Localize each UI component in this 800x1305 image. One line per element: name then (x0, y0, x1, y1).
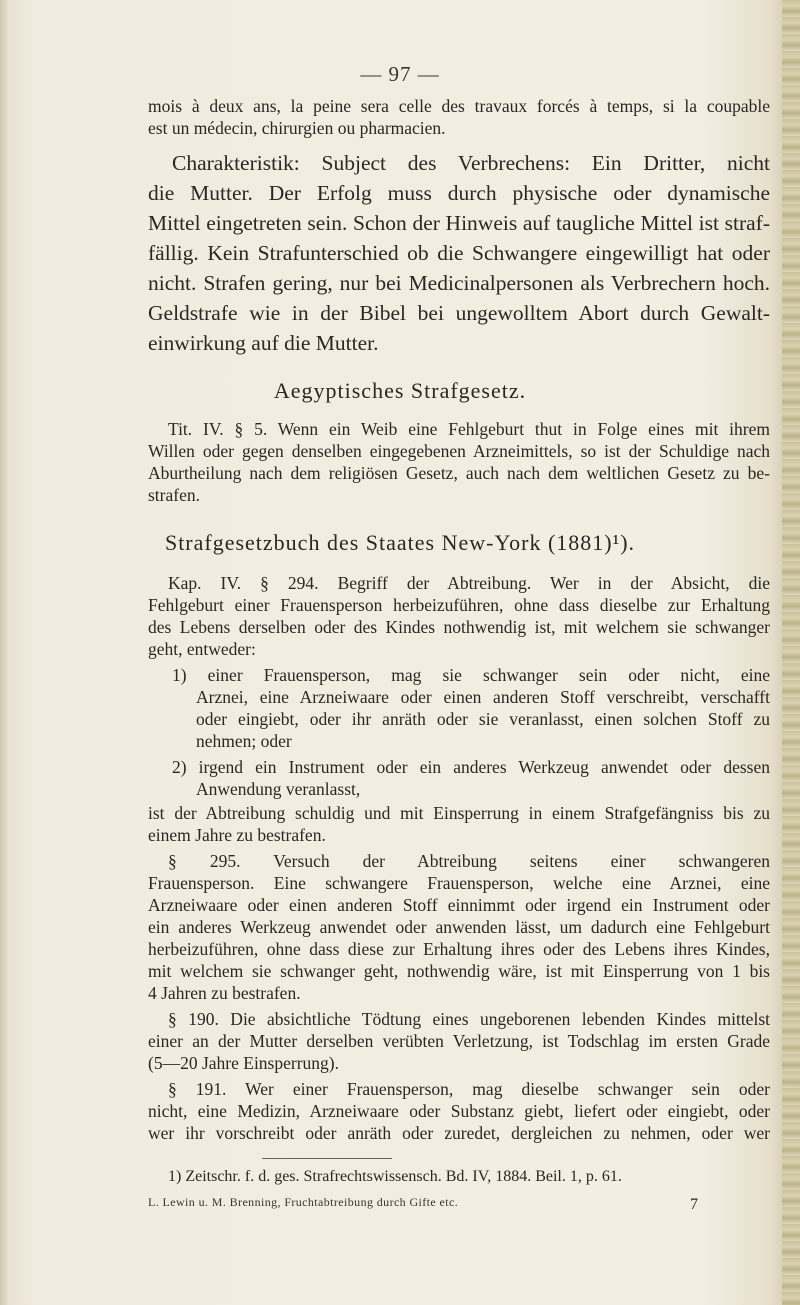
characteristic-line-1: Charakteristik: Subject des Verbrechens: Ein Dritter, nicht (172, 151, 770, 175)
ny-section-191-line-2: nicht, eine Medizin, Arzneiwaare oder Substanz giebt, liefert oder eingiebt, oder (148, 1101, 770, 1121)
heading-new-york-code: Strafgesetzbuch des Staates New-York (1881)¹). (164, 530, 636, 555)
characteristic-line-5: nicht. Strafen gering, nur bei Medicinalpersonen als Verbrechern hoch. (148, 271, 770, 295)
egypt-line-1: Tit. IV. § 5. Wenn ein Weib eine Fehlgeburt thut in Folge eines mit ihrem (168, 419, 770, 439)
egypt-line-2: Willen oder gegen denselben eingegebenen Arzneimittels, so ist der Schuldige nach (148, 441, 770, 461)
ny-section-295-line-7: 4 Jahren zu bestrafen. (148, 983, 301, 1003)
ny-section-191-line-1: § 191. Wer einer Frauensperson, mag dieselbe schwanger sein oder (168, 1079, 770, 1099)
characteristic-line-7: einwirkung auf die Mutter. (148, 331, 379, 355)
ny-line-2: Fehlgeburt einer Frauensperson herbeizuführen, ohne dass dieselbe zur Erhaltung (148, 595, 770, 615)
ny-section-295-line-3: Arzneiwaare oder einen anderen Stoff einnimmt oder irgend ein Instrument oder (148, 895, 770, 915)
page-left-edge (0, 0, 8, 1305)
ny-line-4: geht, entweder: (148, 639, 256, 659)
ny-line-3: des Lebens derselben oder des Kindes nothwendig ist, mit welchem sie schwanger (148, 617, 770, 637)
ny-section-295-line-5: herbeizuführen, ohne dass diese zur Erhaltung ihres oder des Lebens ihres Kindes, (148, 939, 770, 959)
sheet-signature-number: 7 (690, 1196, 698, 1213)
ny-item-2-line-2: Anwendung veranlasst, (196, 779, 361, 799)
egypt-line-4: strafen. (148, 485, 200, 505)
page-number-header: — 97 — (360, 62, 440, 86)
ny-section-295-line-4: ein anderes Werkzeug anwendet oder anwenden lässt, um dadurch eine Fehlgeburt (148, 917, 770, 937)
heading-egyptian-law: Aegyptisches Strafgesetz. (273, 378, 527, 403)
ny-item-2-line-1: 2) irgend ein Instrument oder ein anderes Werkzeug anwendet oder dessen (172, 757, 770, 777)
ny-item-1-line-1: 1) einer Frauensperson, mag sie schwanger sein oder nicht, eine (172, 665, 770, 685)
ny-item-1-line-2: Arznei, eine Arzneiwaare oder einen anderen Stoff verschreibt, verschafft (196, 687, 770, 707)
intro-line-2: est un médecin, chirurgien ou pharmacien. (148, 118, 446, 138)
ny-section-191-line-3: wer ihr vorschreibt oder anräth oder zuredet, dergleichen zu nehmen, oder wer (148, 1123, 770, 1143)
characteristic-line-3: Mittel eingetreten sein. Schon der Hinweis auf taugliche Mittel ist straf- (148, 211, 770, 235)
printer-signature: L. Lewin u. M. Brenning, Fruchtabtreibung durch Gifte etc. (148, 1195, 459, 1209)
characteristic-line-2: die Mutter. Der Erfolg muss durch physische oder dynamische (148, 181, 770, 205)
ny-section-190-line-3: (5—20 Jahre Einsperrung). (148, 1053, 339, 1073)
page-right-edge (782, 0, 800, 1305)
ny-line-12: einem Jahre zu bestrafen. (148, 825, 326, 845)
ny-section-295-line-1: § 295. Versuch der Abtreibung seitens einer schwangeren (168, 851, 770, 871)
ny-line-1: Kap. IV. § 294. Begriff der Abtreibung. Wer in der Absicht, die (168, 573, 770, 593)
footnote-rule (262, 1158, 392, 1159)
intro-line-1: mois à deux ans, la peine sera celle des travaux forcés à temps, si la coupable (148, 96, 770, 116)
ny-section-295-line-2: Frauensperson. Eine schwangere Frauensperson, welche eine Arznei, eine (148, 873, 770, 893)
characteristic-line-4: fällig. Kein Strafunterschied ob die Schwangere eingewilligt hat oder (148, 241, 770, 265)
ny-section-190-line-1: § 190. Die absichtliche Tödtung eines ungeborenen lebenden Kindes mittelst (168, 1009, 770, 1029)
ny-item-1-line-4: nehmen; oder (196, 731, 292, 751)
ny-section-295-line-6: mit welchem sie schwanger geht, nothwendig wäre, ist mit Einsperrung von 1 bis (148, 961, 770, 981)
ny-line-11: ist der Abtreibung schuldig und mit Einsperrung in einem Strafgefängniss bis zu (148, 803, 770, 823)
ny-item-1-line-3: oder eingiebt, oder ihr anräth oder sie veranlasst, einen solchen Stoff zu (196, 709, 770, 729)
footnote: 1) Zeitschr. f. d. ges. Strafrechtswissensch. Bd. IV, 1884. Beil. 1, p. 61. (168, 1168, 622, 1185)
ny-section-190-line-2: einer an der Mutter derselben verübten Verletzung, ist Todschlag im ersten Grade (148, 1031, 770, 1051)
characteristic-line-6: Geldstrafe wie in der Bibel bei ungewolltem Abort durch Gewalt- (148, 301, 770, 325)
egypt-line-3: Aburtheilung nach dem religiösen Gesetz, auch nach dem weltlichen Gesetz zu be- (148, 463, 770, 483)
